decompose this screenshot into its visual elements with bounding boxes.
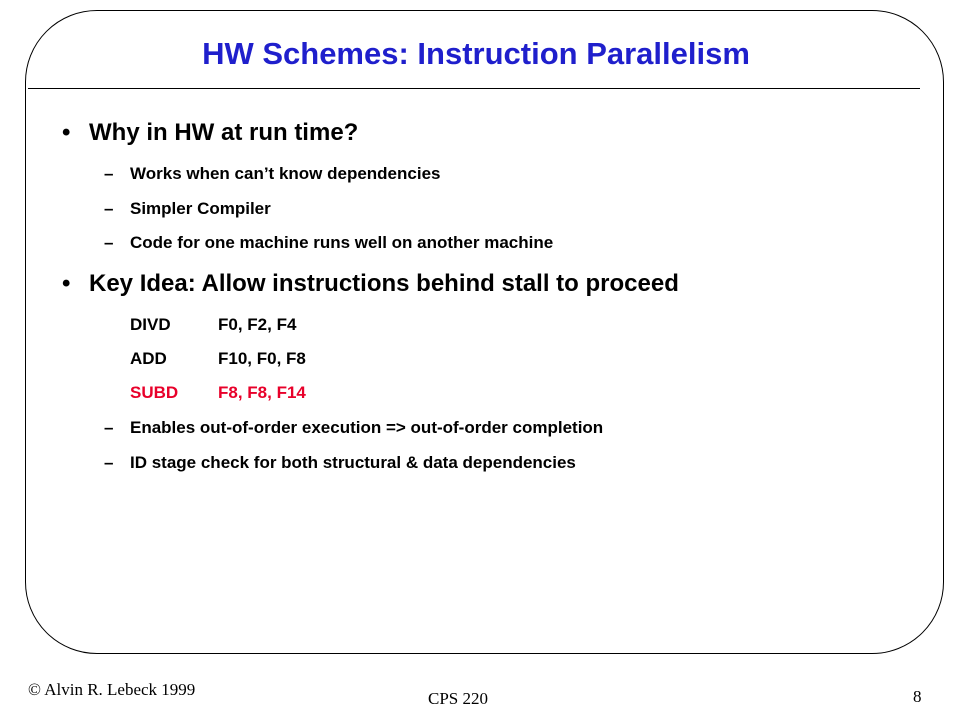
footer-page-number: 8 [913, 687, 922, 706]
sub-bullet: – Enables out-of-order execution => out-of-order completion [104, 418, 604, 437]
code-opcode: DIVD [130, 315, 171, 334]
code-operands: F10, F0, F8 [218, 349, 306, 368]
sub-bullet: – Works when can’t know dependencies [104, 164, 441, 183]
code-operands: F8, F8, F14 [218, 383, 306, 402]
bullet-marker: • [62, 119, 71, 146]
code-opcode: SUBD [130, 383, 179, 402]
bullet-text: Why in HW at run time? [89, 119, 359, 146]
bullet-key-idea [62, 269, 679, 299]
bullet-text: Key Idea: Allow instructions behind stall to proceed [89, 270, 679, 297]
bullet-why-hw [62, 118, 359, 148]
bullet-marker: • [62, 270, 71, 297]
title-divider [28, 88, 920, 89]
footer-course: CPS 220 [428, 689, 488, 708]
footer-copyright: © Alvin R. Lebeck 1999 [28, 680, 196, 699]
code-operands: F0, F2, F4 [218, 315, 297, 334]
sub-bullet: – ID stage check for both structural & data dependencies [104, 453, 576, 472]
sub-bullet: – Simpler Compiler [104, 199, 271, 218]
slide-title: HW Schemes: Instruction Parallelism [202, 36, 750, 71]
sub-bullet: – Code for one machine runs well on another machine [104, 233, 554, 252]
code-opcode: ADD [130, 349, 167, 368]
